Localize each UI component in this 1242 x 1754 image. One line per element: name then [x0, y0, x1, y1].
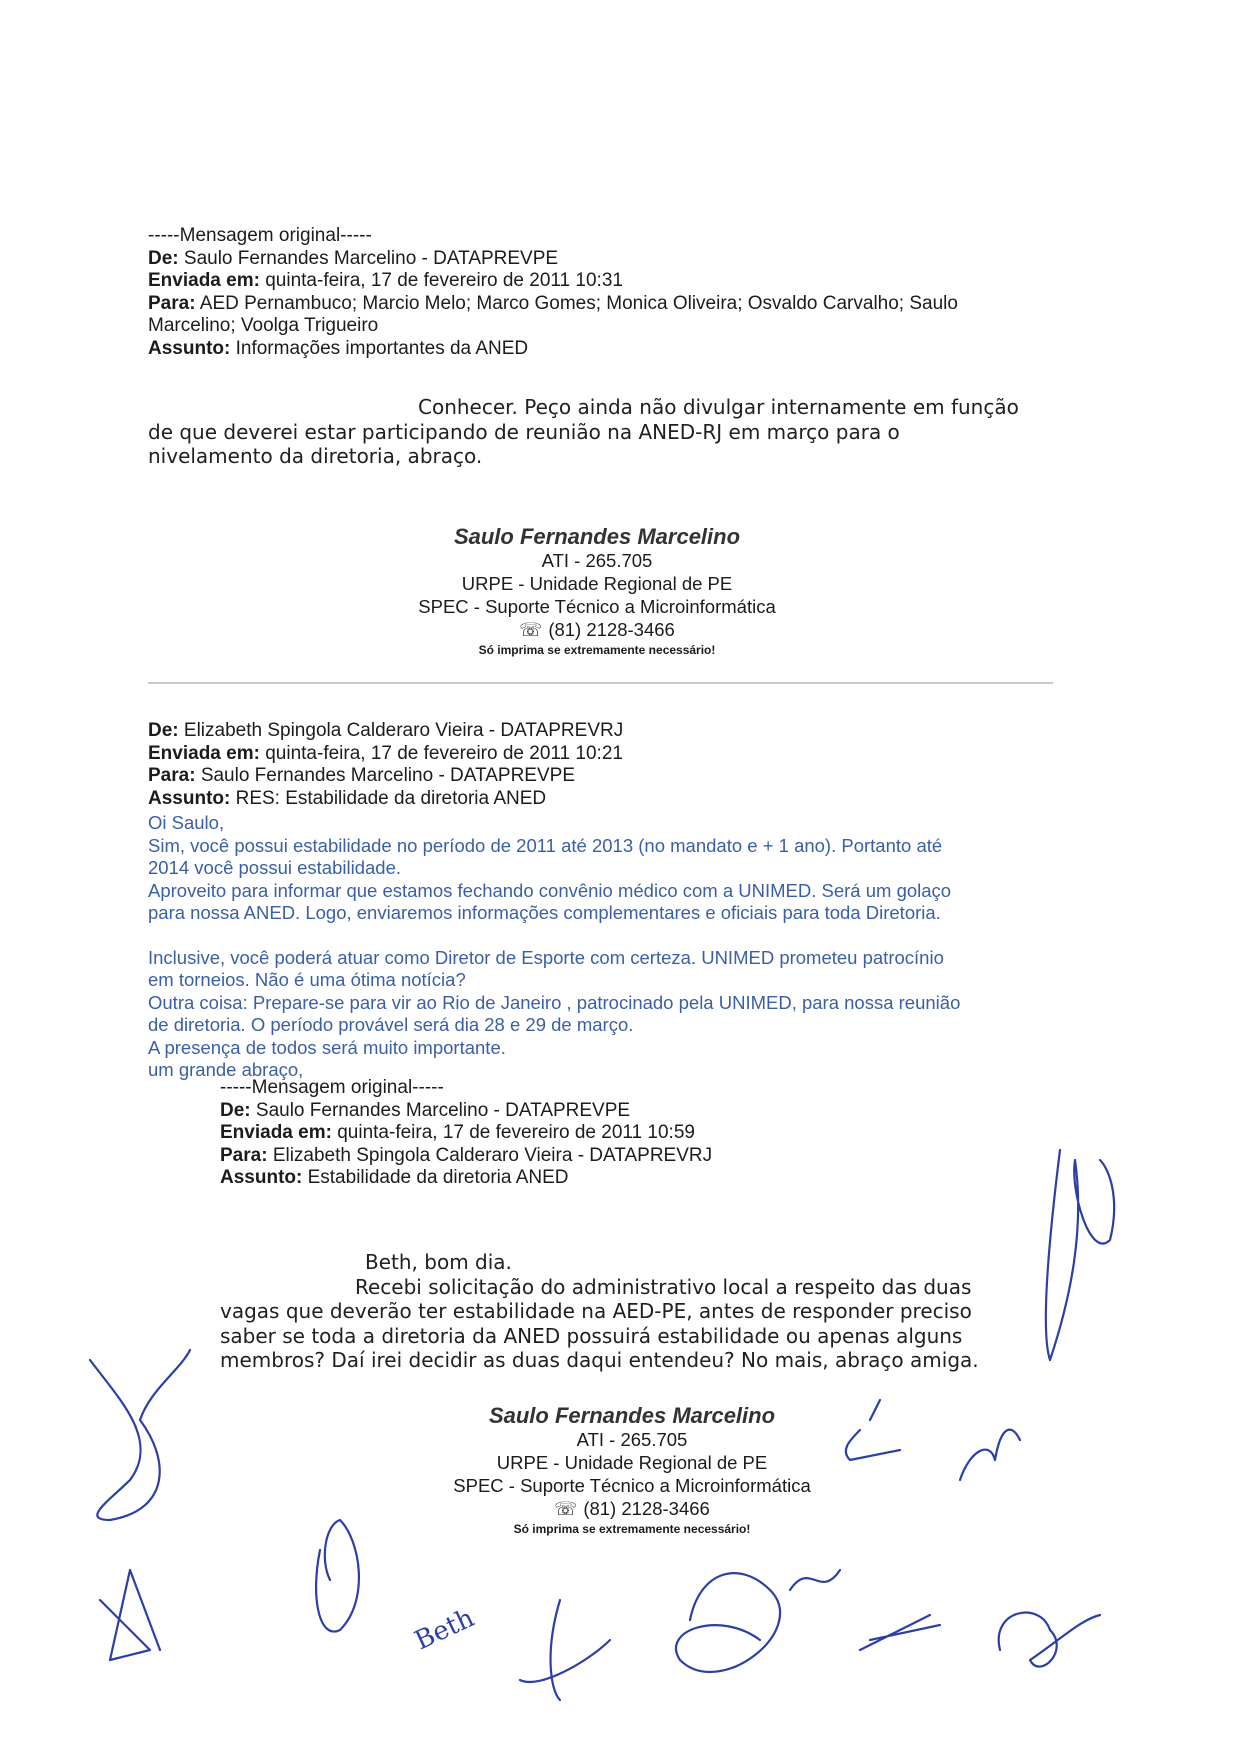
signature-scrawl [999, 1613, 1100, 1667]
signature-phone: ☏ (81) 2128-3466 [519, 619, 675, 640]
signature-scrawl [846, 1400, 900, 1460]
body-line: Recebi solicitação do administrativo local a respeito das duas [355, 1274, 972, 1299]
to-line: Para: Saulo Fernandes Marcelino - DATAPREVPE [148, 765, 575, 786]
from-line: De: Elizabeth Spingola Calderaro Vieira - DATAPREVRJ [148, 720, 624, 741]
body-line: saber se toda a diretoria da ANED possuirá estabilidade ou apenas alguns [220, 1323, 963, 1348]
signature-note: Só imprima se extremamente necessário! [513, 1522, 751, 1536]
body-line: Outra coisa: Prepare-se para vir ao Rio de Janeiro , patrocinado pela UNIMED, para nossa reunião [148, 991, 961, 1013]
original-message-separator: -----Mensagem original----- [220, 1077, 444, 1098]
body-line: Beth, bom dia. [365, 1250, 512, 1274]
signature-scrawl [1046, 1150, 1114, 1360]
from-line: De: Saulo Fernandes Marcelino - DATAPREVPE [220, 1099, 631, 1121]
signature-scrawl [676, 1570, 840, 1672]
phone-icon: ☏ [519, 619, 543, 640]
subject-line: Assunto: RES: Estabilidade da diretoria ANED [148, 787, 547, 809]
signature-name: Saulo Fernandes Marcelino [453, 524, 741, 549]
body-line: de diretoria. O período provável será dia 28 e 29 de março. [148, 1014, 634, 1035]
sent-line: Enviada em: quinta-feira, 17 de fevereiro de 2011 10:21 [148, 742, 623, 764]
body-line: Aproveito para informar que estamos fechando convênio médico com a UNIMED. Será um golaço [148, 879, 952, 901]
signature-scrawl [960, 1430, 1020, 1480]
sent-line: Enviada em: quinta-feira, 17 de fevereiro de 2011 10:59 [220, 1122, 695, 1143]
body-line: A presença de todos será muito importante. [148, 1036, 506, 1058]
signature-scrawl [520, 1600, 610, 1700]
body-line: um grande abraço, [148, 1059, 304, 1080]
signature-dept: SPEC - Suporte Técnico a Microinformática [453, 1475, 811, 1496]
signature-unit: URPE - Unidade Regional de PE [461, 573, 733, 594]
body-line: Oi Saulo, [148, 812, 225, 833]
body-line: 2014 você possui estabilidade. [148, 857, 402, 878]
signature-scrawl [316, 1520, 359, 1632]
body-line: nivelamento da diretoria, abraço. [148, 444, 483, 468]
body-line: de que deverei estar participando de reunião na ANED-RJ em março para o [148, 419, 900, 444]
to-line: Para: AED Pernambuco; Marcio Melo; Marco Gomes; Monica Oliveira; Osvaldo Carvalho; Saulo [148, 292, 958, 314]
signature-note: Só imprima se extremamente necessário! [478, 643, 716, 657]
body-line: Sim, você possui estabilidade no período de 2011 até 2013 (no mandato e + 1 ano). Portanto até [148, 834, 943, 856]
sent-line: Enviada em: quinta-feira, 17 de fevereiro de 2011 10:31 [148, 270, 623, 291]
signature-dept: SPEC - Suporte Técnico a Microinformática [418, 596, 776, 617]
to-line-cont: Marcelino; Voolga Trigueiro [148, 315, 379, 336]
original-message-separator: -----Mensagem original----- [148, 225, 372, 246]
signature-scrawl [90, 1350, 190, 1520]
signature-unit: URPE - Unidade Regional de PE [496, 1452, 768, 1473]
body-line: vagas que deverão ter estabilidade na AED-PE, antes de responder preciso [220, 1299, 972, 1323]
to-line: Para: Elizabeth Spingola Calderaro Vieira - DATAPREVRJ [220, 1144, 713, 1166]
body-line: Inclusive, você poderá atuar como Diretor de Esporte com certeza. UNIMED prometeu patrocínio [148, 946, 944, 968]
handwritten-initials: Beth [410, 1603, 479, 1657]
body-line: para nossa ANED. Logo, enviaremos informações complementares e oficiais para toda Diretoria. [148, 902, 941, 923]
body-line: Conhecer. Peço ainda não divulgar internamente em função [418, 395, 1019, 419]
signature-id: ATI - 265.705 [541, 550, 653, 571]
subject-line: Assunto: Estabilidade da diretoria ANED [220, 1167, 569, 1188]
subject-line: Assunto: Informações importantes da ANED [148, 337, 529, 359]
body-line: membros? Daí irei decidir as duas daqui entendeu? No mais, abraço amiga. [220, 1348, 979, 1372]
body-line: em torneios. Não é uma ótima notícia? [148, 969, 466, 990]
from-line: De: Saulo Fernandes Marcelino - DATAPREVPE [148, 247, 559, 269]
signature-id: ATI - 265.705 [576, 1429, 688, 1450]
signature-scrawl [100, 1570, 160, 1660]
signature-scrawl [860, 1615, 940, 1650]
phone-icon: ☏ [554, 1498, 578, 1519]
signature-name: Saulo Fernandes Marcelino [488, 1403, 776, 1428]
signature-phone: ☏ (81) 2128-3466 [554, 1498, 710, 1519]
